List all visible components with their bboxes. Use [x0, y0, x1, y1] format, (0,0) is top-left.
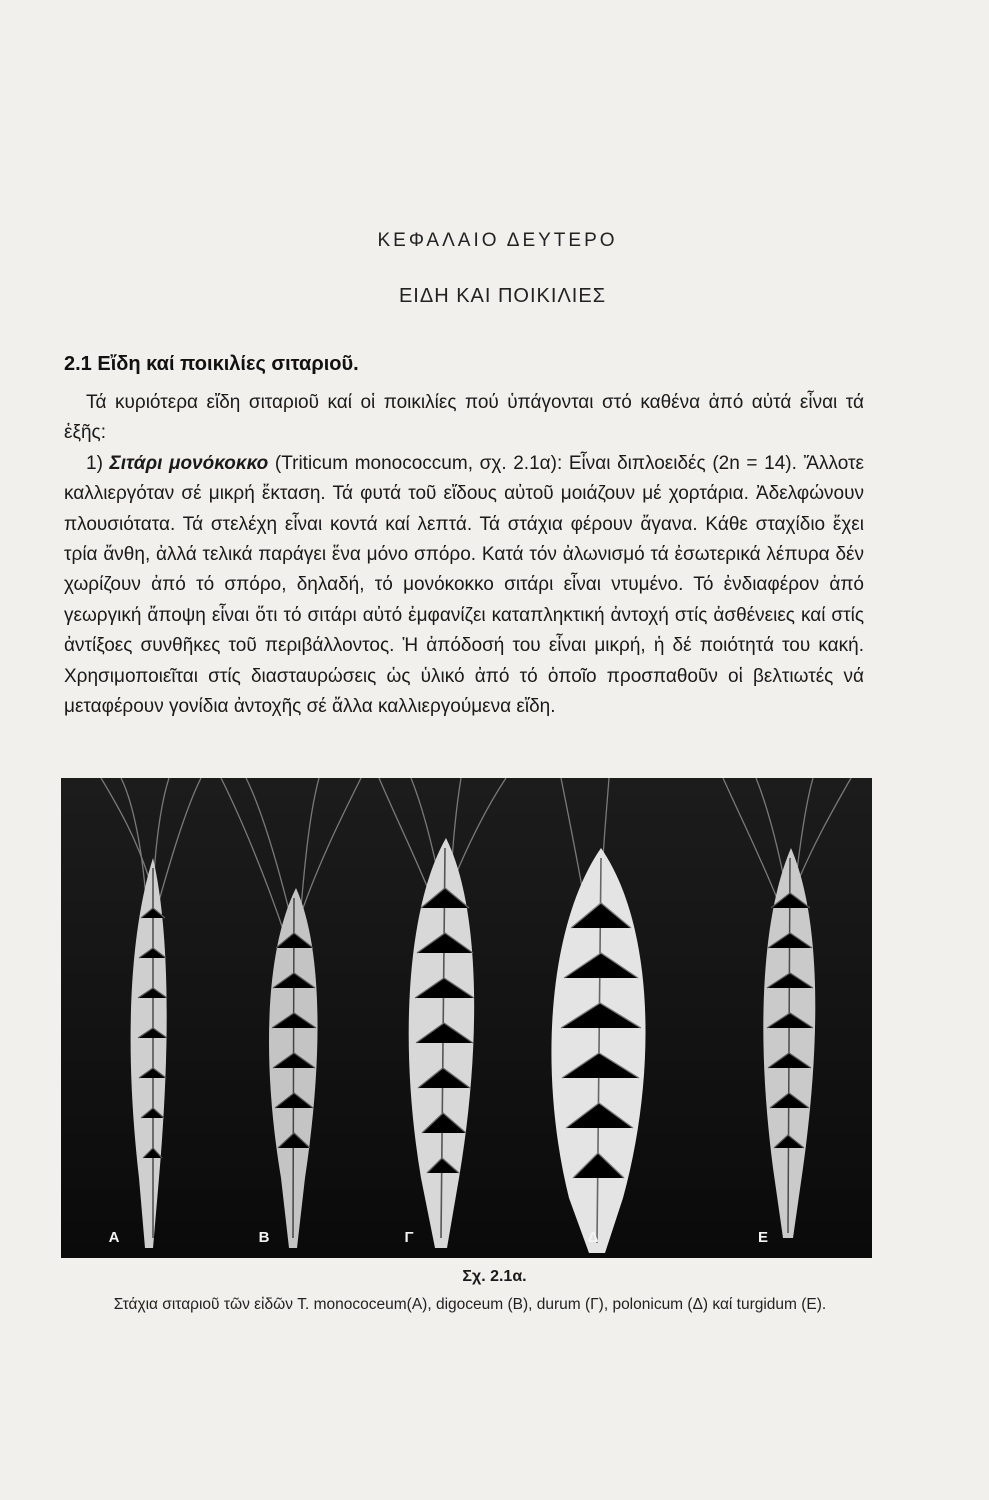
figure-label-c: Γ	[404, 1229, 414, 1246]
figure-label-d: Δ	[587, 1229, 599, 1246]
figure-label-a: Α	[108, 1229, 120, 1246]
figure-number: Σχ. 2.1α.	[462, 1268, 527, 1285]
intro-paragraph: Τά κυριότερα εἴδη σιταριοῦ καί οἱ ποικιλίες πού ὑπάγονται στό καθένα ἀπό αὐτά εἶναι τά ἑξῆς:	[64, 392, 864, 444]
wheat-ears-photo	[61, 778, 872, 1258]
figure-caption: Στάχια σιταριοῦ τῶν εἰδῶν T. monococeum(Α), digoceum (Β), durum (Γ), polonicum (Δ) καί turgidum (Ε).	[113, 1296, 827, 1313]
body-text	[64, 388, 864, 722]
figure-label-b: Β	[258, 1229, 270, 1246]
figure-label-e: Ε	[757, 1229, 768, 1246]
item-1-text: (Triticum monococcum, σχ. 2.1α): Εἶναι διπλοειδές (2n = 14). Ἄλλοτε καλλιεργόταν σέ μικρή ἔκταση. Τά φυτά τοῦ εἴδους αὐτοῦ μοιάζουν μέ χορτάρια. Ἀδελφώνουν πλουσιότατα. Τά στελέχη εἶναι κοντά καί λεπτά. Τά στάχια φέρουν ἄγανα. Κάθε σταχίδιο ἔχει τρία ἄνθη, ἀλλά τελικά παράγει ἕνα μόνο σπόρο. Κατά τόν ἀλωνισμό τά ἐσωτερικά λέπυρα δέν χωρίζουν ἀπό τό σπόρο, δηλαδή, τό μονόκοκκο σιτάρι εἶναι ντυμένο. Τό ἐνδιαφέρον ἀπό γεωργική ἄποψη εἶναι ὅτι τό σιτάρι αὐτό ἐμφανίζει καταπληκτική ἀντοχή στίς ἀσθένειες καί στίς ἀντίξοες συνθῆκες τοῦ περιβάλλοντος. Ἡ ἀπόδοσή του εἶναι μικρή, ἡ δέ ποιότητά του κακή. Χρησιμοποιεῖται στίς διασταυρώσεις ὡς ὑλικό ἀπό τό ὁποῖο προσπαθοῦν οἱ βελτιωτές νά μεταφέρουν γονίδια ἀντοχῆς σέ ἄλλα καλλιεργούμενα εἴδη.	[64, 452, 864, 718]
chapter-title: ΕΙΔΗ ΚΑΙ ΠΟΙΚΙΛΙΕΣ	[398, 285, 607, 307]
chapter-label: ΚΕΦΑΛΑΙΟ ΔΕΥΤΕΡΟ	[377, 230, 618, 251]
item-1-paragraph	[64, 449, 864, 723]
section-heading: 2.1 Εἴδη καί ποικιλίες σιταριοῦ.	[64, 353, 359, 375]
wheat-ears-illustration	[61, 778, 872, 1258]
item-1-number: 1)	[86, 452, 110, 474]
item-1-name: Σιτάρι μονόκοκκο	[109, 452, 269, 474]
